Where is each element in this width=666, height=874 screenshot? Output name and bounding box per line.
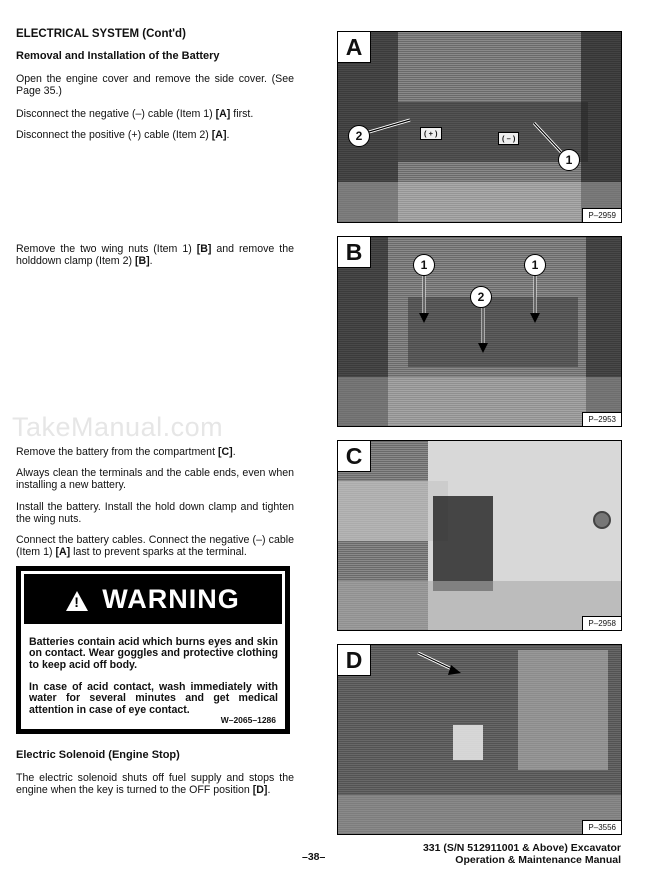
callout-item-1-left: 1: [413, 254, 435, 276]
figure-ref: [B]: [196, 243, 212, 255]
watermark: TakeManual.com: [12, 412, 224, 442]
figure-a-code: P–2959: [582, 208, 621, 222]
subsection-battery-heading: Removal and Installation of the Battery: [16, 50, 220, 62]
figure-b-code: P–2953: [582, 412, 621, 426]
para-disconnect-positive: [16, 129, 294, 141]
negative-terminal-tag: ( – ): [498, 132, 519, 145]
warning-title: WARNING: [102, 584, 240, 614]
figure-c-code: P–2958: [582, 616, 621, 630]
para-wing-nuts: [16, 243, 294, 267]
figure-c-photo: [337, 440, 622, 631]
text: first.: [230, 108, 254, 120]
text: Remove the battery from the compartment: [16, 446, 218, 458]
figure-d-photo: [337, 644, 622, 835]
figure-ref: [A]: [211, 129, 227, 141]
text: Disconnect the negative (–) cable (Item 1): [16, 108, 216, 120]
para-connect-cables: [16, 534, 294, 558]
text: Disconnect the positive (+) cable (Item 2): [16, 129, 212, 141]
callout-item-1: 1: [558, 149, 580, 171]
positive-terminal-tag: ( + ): [420, 127, 442, 140]
figure-a-letter: A: [338, 32, 371, 63]
figure-ref: [A]: [215, 108, 231, 120]
figure-a-photo: [337, 31, 622, 223]
text: .: [232, 446, 236, 458]
section-title: ELECTRICAL SYSTEM (Cont'd): [16, 28, 186, 40]
callout-item-2: 2: [348, 125, 370, 147]
figure-ref: [C]: [217, 446, 233, 458]
text: The electric solenoid shuts off fuel supply and stops the engine when the key is turned to the OFF position: [16, 772, 294, 796]
page-number: –38–: [302, 851, 326, 863]
figure-d-arrow: [338, 645, 621, 834]
warning-code: W–2065–1286: [220, 715, 276, 725]
warning-banner: [24, 574, 282, 624]
figure-a-arrows: [338, 32, 621, 222]
warning-text-1: Batteries contain acid which burns eyes and skin on contact. Wear goggles and protective clothing to keep acid off body.: [29, 636, 278, 671]
text: .: [267, 784, 271, 796]
figure-ref: [A]: [55, 546, 71, 558]
figure-ref: [D]: [252, 784, 268, 796]
footer-line-2: Operation & Maintenance Manual: [455, 854, 621, 866]
text: Remove the two wing nuts (Item 1): [16, 243, 197, 255]
figure-d-code: P–3556: [582, 820, 621, 834]
subsection-solenoid-heading: Electric Solenoid (Engine Stop): [16, 749, 180, 761]
figure-ref: [B]: [134, 255, 150, 267]
warning-triangle-icon: !: [66, 591, 88, 611]
callout-item-2: 2: [470, 286, 492, 308]
footer-line-1: 331 (S/N 512911001 & Above) Excavator: [422, 842, 621, 854]
para-open-cover: Open the engine cover and remove the side cover. (See Page 35.): [16, 73, 294, 97]
figure-c-letter: C: [338, 441, 371, 472]
figure-d-letter: D: [338, 645, 371, 676]
text: and remove the holddown clamp (Item 2): [16, 243, 295, 267]
footer: [423, 842, 621, 866]
para-install-battery: Install the battery. Install the hold down clamp and tighten the wing nuts.: [16, 501, 294, 525]
figure-b-arrows: [338, 237, 621, 426]
text: Connect the battery cables. Connect the negative (–) cable (Item 1): [16, 534, 294, 558]
warning-text-2: In case of acid contact, wash immediately with water for several minutes and get medical attention in case of eye contact.: [29, 681, 278, 716]
warning-box: [16, 566, 290, 734]
text: .: [226, 129, 230, 141]
callout-item-1-right: 1: [524, 254, 546, 276]
figure-b-letter: B: [338, 237, 371, 268]
para-clean-terminals: Always clean the terminals and the cable ends, even when installing a new battery.: [16, 467, 294, 491]
para-remove-battery: [16, 446, 294, 458]
text: .: [149, 255, 153, 267]
figure-b-photo: [337, 236, 622, 427]
para-disconnect-negative: [16, 108, 294, 120]
text: last to prevent sparks at the terminal.: [70, 546, 247, 558]
para-solenoid: [16, 772, 294, 796]
